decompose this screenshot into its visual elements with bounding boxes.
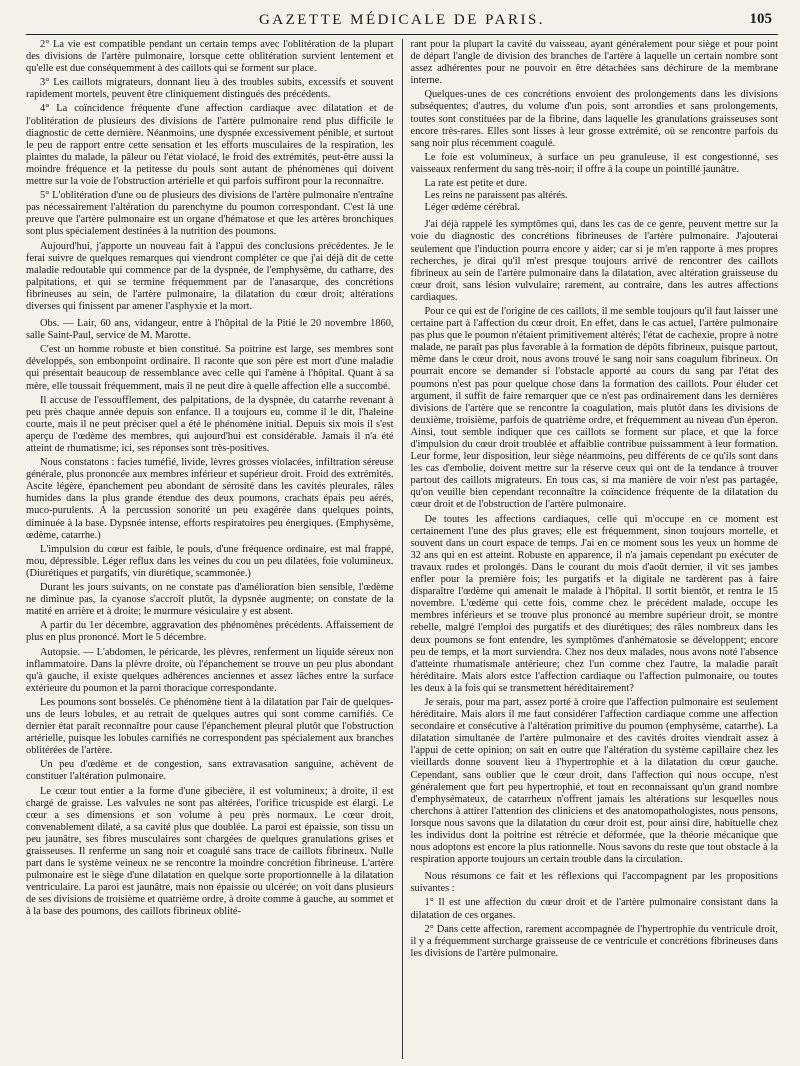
text-columns <box>26 39 778 1059</box>
left-column <box>26 39 402 1059</box>
paragraph: Je serais, pour ma part, assez porté à croire que l'affection pulmonaire est seulement héréditaire. Mais alors il me faut considérer l'affection cardiaque comme une affection secondaire et consécutive à l'altération primitive du poumon (emphysème, catarrhe). La dilatation simultanée de l'artère pulmonaire et des cavités droites viendrait assez à l'appui de cette opinion; on sait en outre que l'altération du système capillaire chez les vieillards donne souvent lieu à l'hypertrophie et à la dilatation du cœur gauche. Cependant, sans oublier que le cœur droit, dans l'affection qui nous occupe, n'est généralement que fort peu hypertrophié, et tout en reconnaissant qu'un grand nombre d'emphysémateux, de catarrheux n'offrent jamais les altérations sur lesquelles nous cherchons à attirer l'attention des cliniciens et des anatomopathologistes, nous pensons, lorsque nous savons que la dilatation du cœur droit est, pour ainsi dire, habituelle chez les individus dont la poitrine est rétrécie et déformée, que la théorie mécanique que nous adoptons est encore la plus rationnelle. Nous savons du reste que tout obstacle à la respiration apporte toujours un certain trouble dans la circulation. <box>410 696 778 866</box>
proposition: 1° Il est une affection du cœur droit et de l'artère pulmonaire consistant dans la dilatation de ces organes. <box>410 897 778 921</box>
findings-list <box>410 178 778 214</box>
paragraph: rant pour la plupart la cavité du vaisseau, ayant généralement pour siège et pour point de départ l'angle de division des branches de l'artère à laquelle un certain nombre sont assez adhérentes pour ne pouvoir en être détachées sans déchirure de la membrane interne. <box>410 39 778 87</box>
paragraph: Pour ce qui est de l'origine de ces caillots, il me semble toujours qu'il faut laisser une certaine part à l'affection du cœur droit. En effet, dans le cas actuel, l'artère pulmonaire pas plus que le poumon n'étaient primitivement altérés; l'état de cachexie, propre à notre malade, ne paraît pas plus favorable à la formation de dépôts fibrineux, puisque partout, même dans le cœur droit, nous avons trouvé le sang noir sans coagulum fibrineux. On pourrait encore se demander si l'obstacle apporté au cours du sang par l'état des poumons n'est pas pour quelque chose dans la formation des caillots. Pour éluder cet argument, il suffit de faire remarquer que ce n'est pas ordinairement dans les dernières divisions de l'artère que se rencontre la coagulation, mais plutôt dans les divisions de deuxième, troisième, parfois de quatrième ordre, et fréquemment au niveau d'un éperon. Ainsi, tout semble indiquer que ces caillots se forment sur place, et que la force d'impulsion du cœur droit troublée et affaiblie contribue puissamment à leur formation. Leur forme, leur disposition, leur siège néanmoins, peu différents de ce qu'ils sont dans les cas d'embolie, doivent mettre sur la réserve ceux qui ont de la tendance à trouver partout des caillots migrateurs. En tous cas, si ma manière de voir n'est pas partagée, qu'on veuille bien cependant reconnaître la coïncidence fréquente de la dilatation du cœur droit et de l'obstruction de l'artère pulmonaire. <box>410 305 778 511</box>
paragraph: Le foie est volumineux, à surface un peu granuleuse, il est congestionné, ses vaisseaux renferment du sang très-noir; il offre à la coupe un pointillé jaunâtre. <box>410 151 778 175</box>
paragraph: Nous constatons : facies tuméfié, livide, lèvres grosses violacées, infiltration séreuse générale, plus prononcée aux membres inférieur et supérieur droit. Froid des extrémités. Ascite légère, épanchement peu abondant de sérosité dans les cavités pleurales, râles humides dans la plus grande étendue des deux poumons, crachats épais peu aérés, muco-purulents. A la percussion sonorité un peu exagérée dans quelques points, diminuée à la base. Dypsnée intense, efforts respiratoires peu énergiques. (Emphysème, œdème, catarrhe.) <box>26 457 394 541</box>
paragraph: De toutes les affections cardiaques, celle qui m'occupe en ce moment est certainement l'une des plus graves; elle est fréquemment, sinon toujours mortelle, et souvent dans un court espace de temps. J'ai en ce moment sous les yeux un homme de 32 ans qui en est atteint. Robuste en apparence, il n'a jamais cependant pu exécuter de travaux rudes et prolongés. Dans le courant du mois d'août dernier, il vit ses jambes enfler pour la première fois; les purgatifs et la digitale ne tardèrent pas à faire disparaître l'œdème qui amenait le malade à l'hôpital. Il sortit bientôt, et rentra le 15 novembre. L'œdème qui cette fois, comme chez le précédent malade, occupe les membres inférieurs et se trouve plus prononcé au membre supérieur droit, se montre rebelle, malgré l'emploi des purgatifs et des diurétiques; des râles nombreux dans les deux poumons se font entendre, les symptômes d'anhématosie se développent; encore peu de temps, et la mort surviendra. Chez nos deux malades, nous avons noté l'absence d'atteinte rhumatismale antérieure; chez l'un comme chez l'autre, la maladie paraît héréditaire. Mais alors estce l'affection cardiaque ou l'affection pulmonaire, ou toutes les deux à la fois qui se transmettent héréditairement? <box>410 513 778 694</box>
list-item: La rate est petite et dure. <box>424 178 528 190</box>
paragraph: Un peu d'œdème et de congestion, sans extravasation sanguine, achèvent de constituer l'altération pulmonaire. <box>26 759 394 783</box>
list-item: Léger œdème cérébral. <box>424 202 520 214</box>
page-number: 105 <box>749 11 772 27</box>
paragraph: A partir du 1er décembre, aggravation des phénomènes précédents. Affaissement de plus en plus prononcé. Mort le 5 décembre. <box>26 620 394 644</box>
paragraph: Nous résumons ce fait et les réflexions qui l'accompagnent par les propositions suivantes : <box>410 871 778 895</box>
paragraph: 5° L'oblitération d'une ou de plusieurs des divisions de l'artère pulmonaire n'entraîne pas nécessairement l'altération du parenchyme du poumon correspondant. C'est là une preuve que l'artère pulmonaire est un organe d'hématose et que les artères bronchiques sont plus spécialement destinées à la nutrition des poumons. <box>26 190 394 238</box>
paragraph: Durant les jours suivants, on ne constate pas d'amélioration bien sensible, l'œdème ne diminue pas, la cyanose s'accroît plutôt, la dypsnée augmente; on constate de la matité en arrière et à droite; le murmure vésiculaire y est absent. <box>26 582 394 618</box>
paragraph: Le cœur tout entier a la forme d'une gibecière, il est volumineux; à droite, il est chargé de graisse. Les valvules ne sont pas altérées, l'orifice tricuspide est élargi. Le cœur a ses dimensions et son volume à peu près normaux. Le cœur droit, convenablement dilaté, a sa cavité plus que doublée. La paroi est épaissie, son tissu un peu jaunâtre, ses fibres musculaires sont chargées de quelques granulations grises et graisseuses. Il renferme un sang noir et coagulé sans trace de caillots fibrineux. Nulle part dans le système veineux ne se rencontre la moindre concrétion fibrineuse. L'artère pulmonaire est le siège d'une dilatation en quelque sorte proportionnelle à la dilatation ventriculaire. La paroi est jaunâtre, mais non épaissie ou ulcérée; on voit dans plusieurs de ses divisions de troisième et quatrième ordre, à droite comme à gauche, au sommet et à la base des poumons, des caillots fibrineux oblité- <box>26 785 394 918</box>
paragraph: 4° La coïncidence fréquente d'une affection cardiaque avec dilatation et de l'oblitération de plusieurs des divisions de l'artère pulmonaire rend plus difficile le diagnostic de cette dernière. Néanmoins, une dyspnée excessivement pénible, et surtout le peu de rapport entre cette sensation et les efforts musculaires de la respiration, les plaintes du malade, la pâleur ou l'état violacé, le froid des extrémités, peut-être aussi la moindre fréquence et la petitesse du pouls sont autant de phénomènes qui doivent mettre sur la voie de l'obstruction artérielle et qui parfois suffiront pour la reconnaître. <box>26 103 394 188</box>
running-header <box>26 8 778 35</box>
paragraph: Il accuse de l'essoufflement, des palpitations, de la dyspnée, du catarrhe revenant à peu près chaque année depuis son enfance. Il a toujours eu, comme il le dit, l'haleine courte, mais il ne peut préciser quel a été le phénomène initial. Depuis six mois il s'est aperçu de l'œdème des membres, qui aujourd'hui est considérable. Jamais il n'a été atteint de rhumatisme; ici, ses réponses sont très-positives. <box>26 394 394 454</box>
list-item: Les reins ne paraissent pas altérés. <box>424 190 568 202</box>
journal-title: GAZETTE MÉDICALE DE PARIS. <box>258 12 546 28</box>
paragraph: 3° Les caillots migrateurs, donnant lieu à des troubles subits, excessifs et souvent rapidement mortels, peuvent être cliniquement distingués des précédents. <box>26 77 394 101</box>
observation-heading: Obs. — Lair, 60 ans, vidangeur, entre à l'hôpital de la Pitié le 20 novembre 1860, salle Saint-Paul, service de M. Marotte. <box>26 318 394 342</box>
paragraph: Les poumons sont bosselés. Ce phénomène tient à la dilatation par l'air de quelques-uns de leurs lobules, et au retrait de quelques autres qui sont comme carnifiés. Ce dernier état paraît reconnaître pour cause l'épanchement pleural plutôt que l'obstruction artérielle, puisque les lobules carnifiés ne correspondent pas spécialement aux branches oblitérées de l'artère. <box>26 696 394 757</box>
paragraph: 2° La vie est compatible pendant un certain temps avec l'oblitération de la plupart des divisions de l'artère pulmonaire, lorsque cette oblitération survient lentement et qu'elle est due conséquemment à des caillots qui se forment sur place. <box>26 39 394 75</box>
paragraph: Quelques-unes de ces concrétions envoient des prolongements dans les divisions subséquentes; d'autres, du volume d'un pois, sont arrondies et sans prolongements, toutes sont constituées par de la fibrine, dans laquelle les granulations graisseuses sont encore très-rares. Elles sont lisses à leur grosse extrémité, où se rencontre parfois du sang noir plus récemment coagulé. <box>410 89 778 149</box>
paragraph: L'impulsion du cœur est faible, le pouls, d'une fréquence ordinaire, est mal frappé, mou, dépressible. Léger reflux dans les veines du cou un peu dilatées, foie volumineux. (Diurétiques et purgatifs, vin diurétique, scammonée.) <box>26 543 394 579</box>
autopsy-paragraph: Autopsie. — L'abdomen, le péricarde, les plèvres, renferment un liquide séreux non inflammatoire. Dans la plèvre droite, où l'épanchement se trouve un peu plus abondant qu'à gauche, il existe quelques adhérences anciennes et assez lâches entre la surface extérieure du poumon et la paroi thoracique correspondante. <box>26 646 394 694</box>
paragraph: C'est un homme robuste et bien constitué. Sa poitrine est large, ses membres sont développés, son embonpoint ordinaire. Il raconte que son père est mort d'une maladie qui présentait beaucoup de ressemblance avec celle qui l'amène à l'hôpital. Quant à sa mère, elle toussait fréquemment, mais il ne peut dire à quelle affection elle a succombé. <box>26 344 394 392</box>
paragraph: Aujourd'hui, j'apporte un nouveau fait à l'appui des conclusions précédentes. Je le ferai suivre de quelques remarques qui viendront compléter ce que j'ai déjà dit de cette maladie redoutable qui commence par de la dyspnée, de l'emphysème, du catharre, des palpitations, et qui se termine fréquemment par de l'anasarque, des concrétions fibrineuses au sein, de l'artère pulmonaire, la dilatation du cœur droit; altérations diverses qui finissent par amener l'asphyxie et la mort. <box>26 240 394 312</box>
proposition: 2° Dans cette affection, rarement accompagnée de l'hypertrophie du ventricule droit, il y a fréquemment surcharge graisseuse de ce ventricule et concrétions fibrineuses dans les divisions de l'artère pulmonaire. <box>410 923 778 959</box>
right-column <box>402 39 778 1059</box>
paragraph: J'ai déjà rappelé les symptômes qui, dans les cas de ce genre, peuvent mettre sur la voie du diagnostic des concrétions fibrineuses de l'artère pulmonaire. J'ajouterai seulement que l'induction pourra encore y aider; car si je m'en rapporte à mes propres recherches, je dirai qu'il m'est presque toujours arrivé de rencontrer des caillots fibrineux au sein de l'artère pulmonaire dans la dilatation, avec altération graisseuse du cœur droit, sans lésion vulvulaire; rarement, au contraire, dans les autres affections cardiaques. <box>410 219 778 303</box>
